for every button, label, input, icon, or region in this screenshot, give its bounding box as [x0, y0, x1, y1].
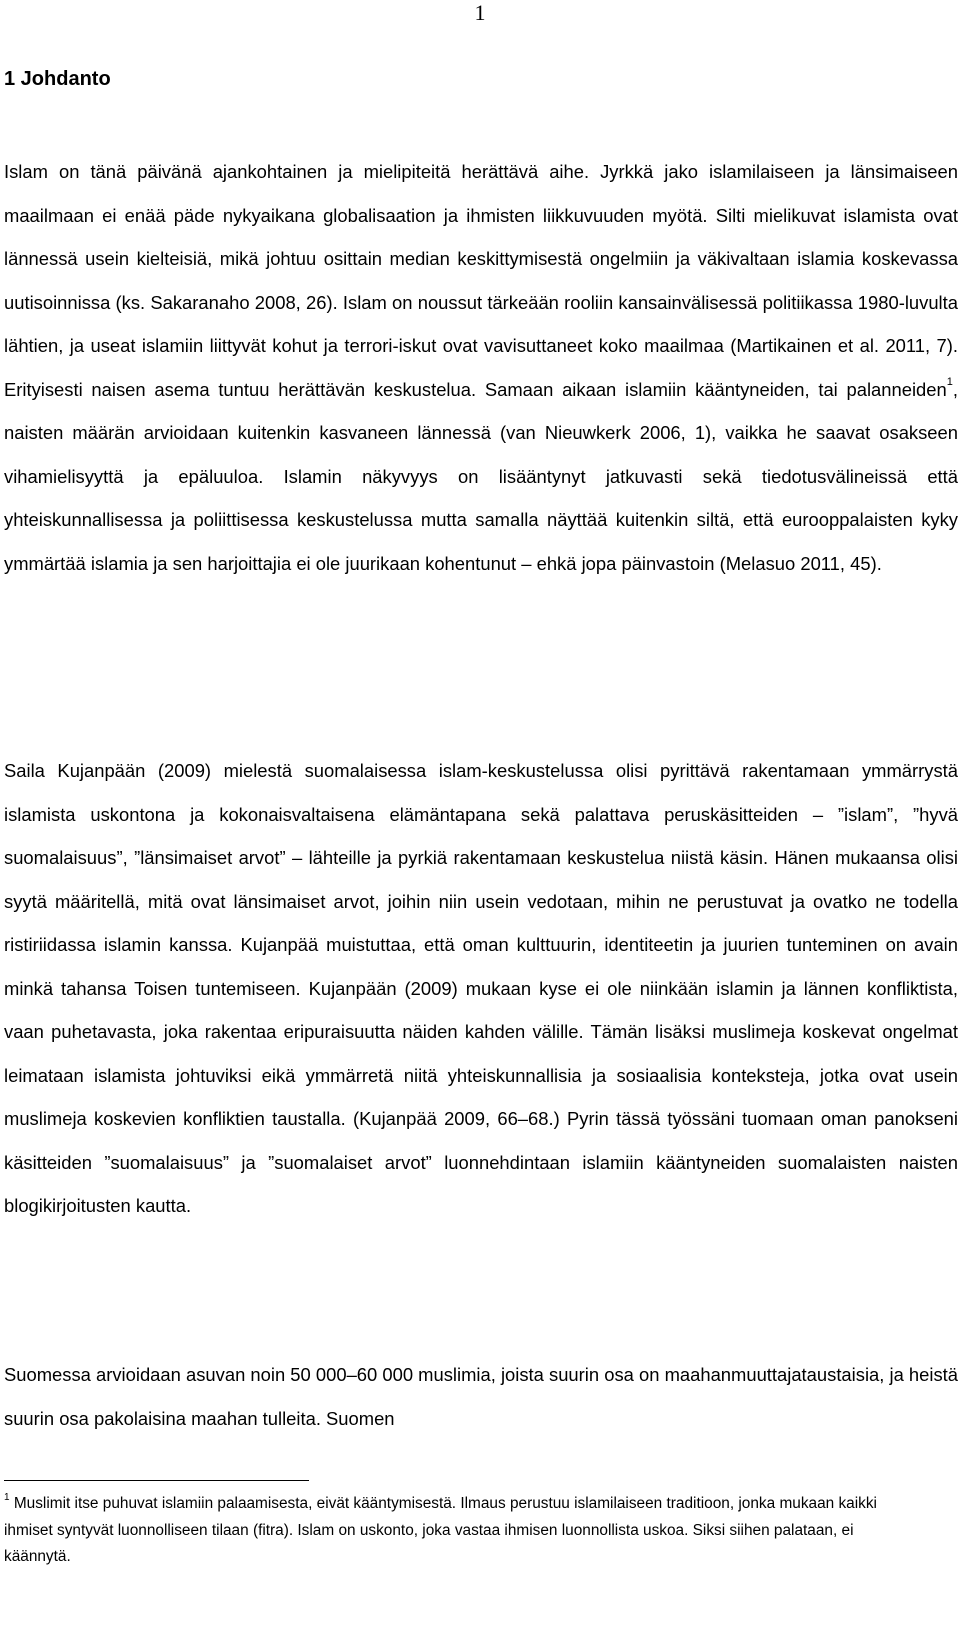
- paragraph-3: Suomessa arvioidaan asuvan noin 50 000–60 000 muslimia, joista suurin osa on maahanmuuttajataustaisia, ja heistä suurin osa pakolaisina maahan tulleita. Suomen: [4, 1364, 958, 1429]
- footnote-text: Muslimit itse puhuvat islamiin palaamisesta, eivät kääntymisestä. Ilmaus perustuu islamilaiseen traditioon, jonka mukaan kaikki ihmiset syntyvät luonnolliseen tilaan (fitra). Islam on uskonto, joka vastaa ihmisen luonnollista uskoa. Siksi siihen palataan, ei käännytä.: [4, 1495, 877, 1565]
- paragraph-1-part-1: Islam on tänä päivänä ajankohtainen ja mielipiteitä herättävä aihe. Jyrkkä jako islamilaiseen ja länsimaiseen maailmaan ei enää päde nykyaikana globalisaation ja ihmisten liikkuvuuden myötä. Silti mielikuvat islamista ovat lännessä usein kielteisiä, mikä johtuu osittain median keskittymisestä ongelmiin ja väkivaltaan islamia koskevassa uutisoinnissa (ks. Sakaranaho 2008, 26). Islam on noussut tärkeään rooliin kansainvälisessä politiikassa 1980-luvulta lähtien, ja useat islamiin liittyvät kohut ja terrori-iskut ovat vavisuttaneet koko maailmaa (Martikainen et al. 2011, 7). Erityisesti naisen asema tuntuu herättävän keskustelua. Samaan aikaan islamiin kääntyneiden, tai palanneiden: [4, 161, 958, 400]
- paragraph-1: [4, 150, 958, 585]
- footnote-divider: [4, 1480, 309, 1481]
- paragraph-1-part-2: , naisten määrän arvioidaan kuitenkin kasvaneen lännessä (van Nieuwkerk 2006, 1), vaikka he saavat osakseen vihamielisyyttä ja epäluuloa. Islamin näkyvyys on lisääntynyt jatkuvasti sekä tiedotusvälineissä että yhteiskunnallisessa ja poliittisessa keskustelussa mutta samalla näyttää kuitenkin siltä, että eurooppalaisten kyky ymmärtää islamia ja sen harjoittajia ei ole juurikaan kohentunut – ehkä jopa päinvastoin (Melasuo 2011, 45).: [4, 378, 958, 574]
- section-heading: 1 Johdanto: [4, 68, 111, 90]
- footnote-number: 1: [4, 1491, 10, 1503]
- page-number: 1: [474, 0, 486, 25]
- footnote: [4, 1491, 884, 1571]
- paragraph-2: Saila Kujanpään (2009) mielestä suomalaisessa islam-keskustelussa olisi pyrittävä rakentamaan ymmärrystä islamista uskontona ja kokonaisvaltaisena elämäntapana sekä palattava peruskäsitteiden – ”islam”, ”hyvä suomalaisuus”, ”länsimaiset arvot” – lähteille ja pyrkiä rakentamaan keskustelua niistä käsin. Hänen mukaansa olisi syytä määritellä, mitä ovat länsimaiset arvot, joihin niin usein vedotaan, mihin ne perustuvat ja ovatko ne todella ristiriidassa islamin kanssa. Kujanpää muistuttaa, että oman kulttuurin, identiteetin ja juurien tunteminen on avain minkä tahansa Toisen tuntemiseen. Kujanpään (2009) mukaan kyse ei ole niinkään islamin ja lännen konfliktista, vaan puhetavasta, joka rakentaa eripuraisuutta näiden kahden välille. Tämän lisäksi muslimeja koskevat ongelmat leimataan islamista johtuviksi eikä ymmärretä niitä yhteiskunnallisia ja sosiaalisia konteksteja, jotka ovat usein muslimeja koskevien konfliktien taustalla. (Kujanpää 2009, 66–68.) Pyrin tässä työssäni tuomaan oman panokseni käsitteiden ”suomalaisuus” ja ”suomalaiset arvot” luonnehdintaan islamiin kääntyneiden suomalaisten naisten blogikirjoitusten kautta.: [4, 760, 958, 1216]
- footnote-reference[interactable]: 1: [946, 376, 953, 389]
